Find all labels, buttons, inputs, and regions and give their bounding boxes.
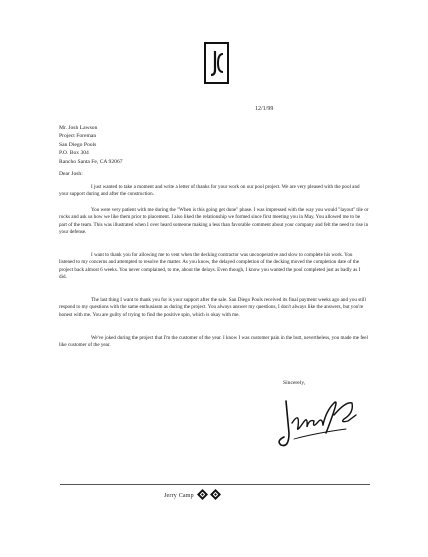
handwritten-signature <box>276 393 366 457</box>
body-paragraph: The last thing I want to thank you for is your support after the sale. San Diego Pools received its final payment weeks ago and you still respond to my questions with the same enthusiasm as during the project. You always answer my questions, I don't always like the answers, but you're honest with me. You are guilty of trying to find the positive spin, which is okay with me. <box>59 297 366 318</box>
body-paragraph: We've joked during the project that I'm the customer of the year. I know I was customer pain in the butt, nevertheless, you made me feel like customer of the year. <box>59 335 368 349</box>
body-paragraph: I want to thank you for allowing me to vent when the decking contractor was uncooperative and slow to complete his work. You listened to my concerns and attempted to resolve the matter. As you know, the delayed completion of the decking moved the completion date of the project back almost 6 weeks. You never complained, to me, about the delays. Even though, I know you wanted the pool completed just as badly as I did. <box>59 252 361 281</box>
address-line: Project Foreman <box>59 133 97 140</box>
address-line: Mr. Josh Lawson <box>59 125 98 131</box>
recipient-address <box>59 124 123 166</box>
diamond-ornament-icon <box>210 489 221 500</box>
footer-divider <box>60 484 370 485</box>
closing: Sincerely, <box>283 380 306 386</box>
address-line: San Diego Pools <box>59 141 97 148</box>
body-paragraph: You were very patient with me during the "When is this going get done" phase. I was impressed with the way you would "layout" tile or rocks and ask us how we like them prior to placement. I also liked the relationship we formed since first meeting you in May. You allowed me to be part of the team. This was illustrated when I over heard someone making a less than favorable comment about your company and felt the need to rise in your defense. <box>59 207 369 236</box>
address-line: Rancho Santa Fe, CA 92067 <box>59 158 123 165</box>
footer-name: Jerry Camp <box>164 493 194 499</box>
salutation: Dear Josh: <box>59 171 83 177</box>
body-paragraph: I just wanted to take a moment and write a letter of thanks for your work on our pool project. We are very pleased with the pool and your support during and after the construction. <box>59 184 360 198</box>
letter-date: 12/1/99 <box>255 106 274 112</box>
monogram-logo <box>204 42 229 84</box>
diamond-ornament-icon <box>197 489 208 500</box>
footer-ornament <box>197 489 221 500</box>
address-line: P.O. Box 304 <box>59 150 89 157</box>
